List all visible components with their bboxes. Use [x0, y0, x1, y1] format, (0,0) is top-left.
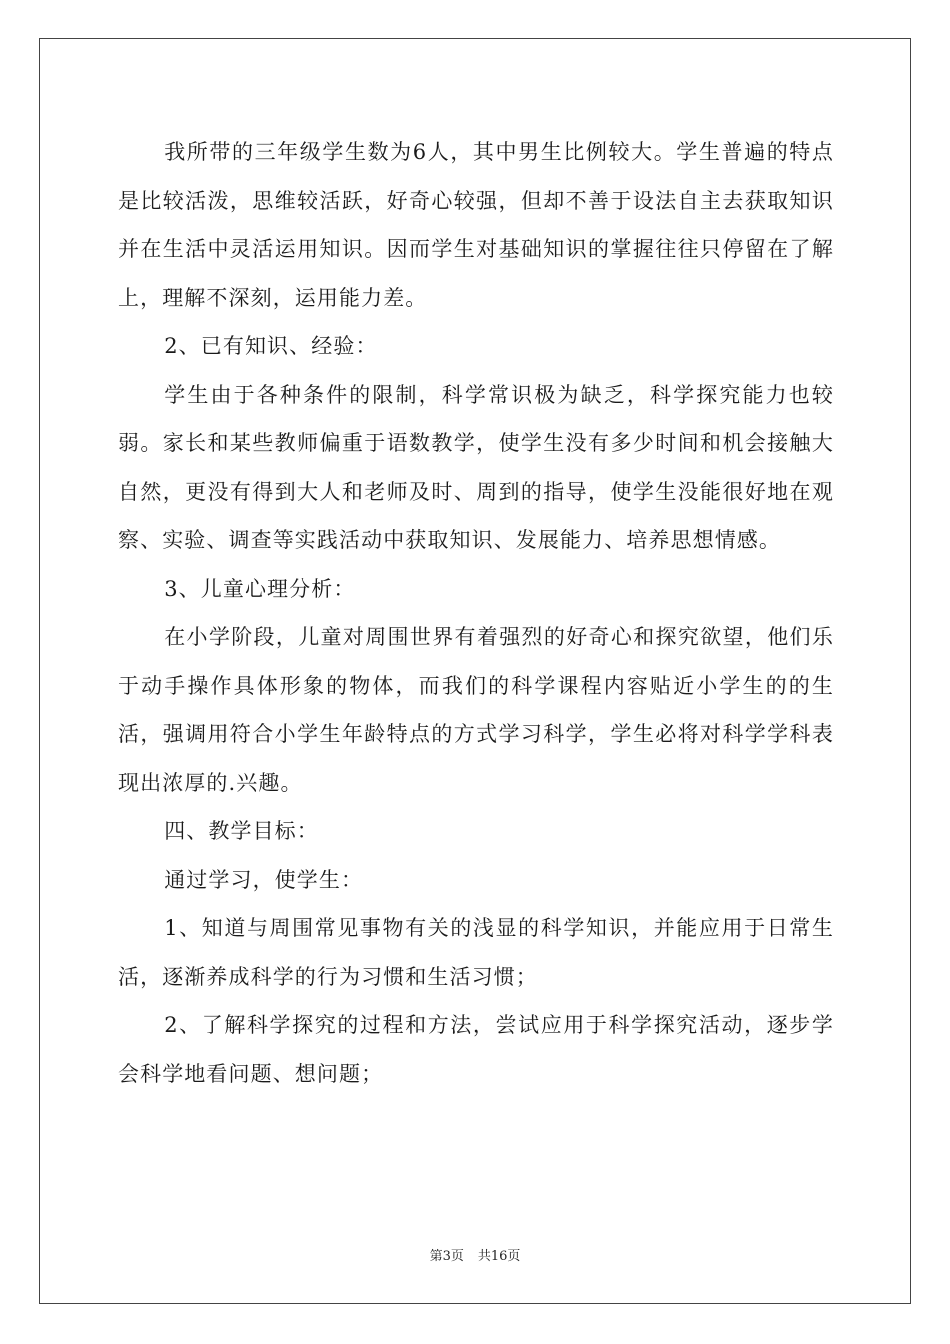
heading-teaching-goals: 四、教学目标： — [164, 819, 319, 843]
paragraph-goals-intro: 通过学习，使学生： — [164, 867, 364, 892]
paragraph-student-characteristics: 我所带的三年级学生数为6人，其中男生比例较大。学生普遍的特点是比较活泼，思维较活跃，好奇心较强，但却不善于设法自主去获取知识并在生活中灵活运用知识。因而学生对基础知识的掌握往往只停留在了解上，理解不深刻，运用能力差。 — [118, 140, 834, 310]
heading-existing-knowledge: 2、已有知识、经验： — [164, 334, 378, 358]
paragraph-child-psychology: 在小学阶段，儿童对周围世界有着强烈的好奇心和探究欲望，他们乐于动手操作具体形象的物体，而我们的科学课程内容贴近小学生的的生活，强调用符合小学生年龄特点的方式学习科学，学生必将对科学学科表现出浓厚的.兴趣。 — [118, 625, 834, 795]
document-body — [118, 128, 834, 1098]
paragraph-goal-2: 2、了解科学探究的过程和方法，尝试应用于科学探究活动，逐步学会科学地看问题、想问题； — [118, 1013, 834, 1086]
total-pages-label: 共16页 — [477, 1249, 521, 1264]
page-footer — [0, 1248, 950, 1266]
heading-child-psychology: 3、儿童心理分析： — [164, 576, 356, 601]
current-page-label: 第3页 — [429, 1249, 464, 1264]
paragraph-existing-knowledge: 学生由于各种条件的限制，科学常识极为缺乏，科学探究能力也较弱。家长和某些教师偏重于语数教学，使学生没有多少时间和机会接触大自然，更没有得到大人和老师及时、周到的指导，使学生没能很好地在观察、实验、调查等实践活动中获取知识、发展能力、培养思想情感。 — [118, 382, 834, 552]
paragraph-goal-1: 1、知道与周围常见事物有关的浅显的科学知识，并能应用于日常生活，逐渐养成科学的行为习惯和生活习惯； — [118, 916, 834, 989]
